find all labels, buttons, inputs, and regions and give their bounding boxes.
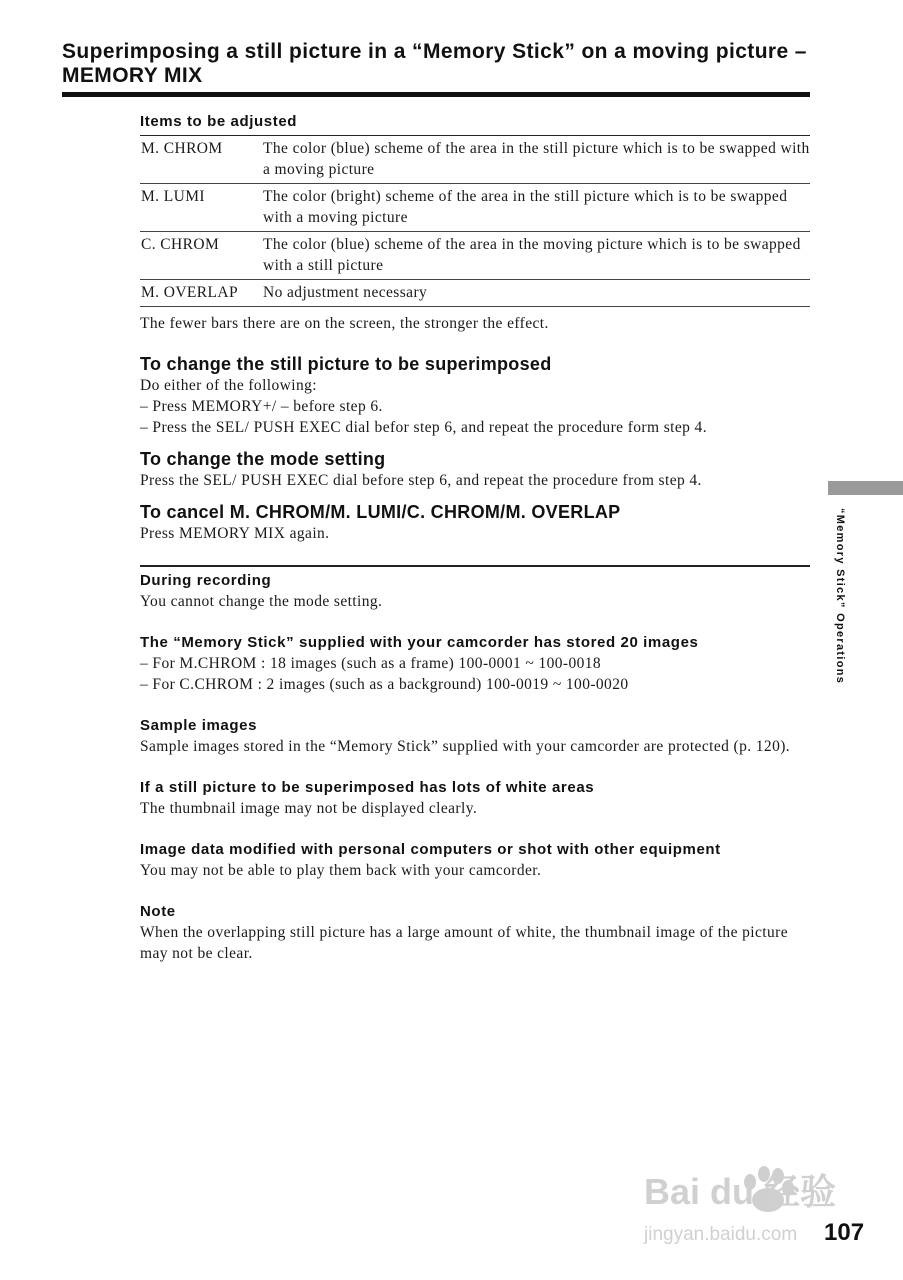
note-text: You cannot change the mode setting. — [140, 592, 383, 610]
change-mode-heading: To change the mode setting — [140, 449, 386, 469]
item-desc: The color (blue) scheme of the area in the still picture which is to be swapped with a moving picture — [263, 140, 810, 178]
table-row — [140, 232, 810, 280]
note-heading: The “Memory Stick” supplied with your camcorder has stored 20 images — [140, 633, 699, 651]
item-desc: No adjustment necessary — [263, 284, 428, 301]
note-text: You may not be able to play them back with your camcorder. — [140, 861, 542, 879]
section-divider — [140, 565, 810, 567]
page-number: 107 — [824, 1219, 865, 1246]
item-key: C. CHROM — [141, 236, 220, 253]
title-rule — [62, 92, 810, 97]
table-row — [140, 184, 810, 232]
items-heading: Items to be adjusted — [140, 113, 298, 130]
note-text: – For C.CHROM : 2 images (such as a background) 100-0019 ~ 100-0020 — [140, 675, 629, 693]
cancel-text: Press MEMORY MIX again. — [140, 525, 330, 542]
section-tab-bar — [828, 481, 903, 495]
effect-note: The fewer bars there are on the screen, the stronger the effect. — [140, 315, 549, 332]
note-text: The thumbnail image may not be displayed clearly. — [140, 799, 478, 817]
item-desc: The color (blue) scheme of the area in the moving picture which is to be swapped with a still picture — [263, 236, 801, 274]
watermark-url: jingyan.baidu.com — [644, 1224, 798, 1245]
note-heading: Sample images — [140, 716, 258, 734]
main-content — [140, 112, 810, 964]
item-key: M. OVERLAP — [141, 284, 239, 301]
cancel-heading: To cancel M. CHROM/M. LUMI/C. CHROM/M. OVERLAP — [140, 502, 621, 522]
note-heading: Note — [140, 902, 176, 920]
item-key: M. LUMI — [141, 188, 205, 205]
note-heading: If a still picture to be superimposed has lots of white areas — [140, 778, 595, 796]
list-item: – Press the SEL/ PUSH EXEC dial befor step 6, and repeat the procedure form step 4. — [140, 419, 707, 436]
change-still-intro: Do either of the following: — [140, 377, 317, 394]
table-row — [140, 136, 810, 184]
note-text: Sample images stored in the “Memory Stick” supplied with your camcorder are protected (p. 120). — [140, 737, 791, 755]
item-key: M. CHROM — [141, 140, 223, 157]
note-text: – For M.CHROM : 18 images (such as a frame) 100-0001 ~ 100-0018 — [140, 654, 602, 672]
item-desc: The color (bright) scheme of the area in the still picture which is to be swapped with a moving picture — [263, 188, 788, 226]
table-row — [140, 280, 810, 307]
baidu-logo-text: Bai du 经验 — [644, 1171, 837, 1212]
note-heading: During recording — [140, 571, 272, 589]
items-table — [140, 135, 810, 307]
change-mode-text: Press the SEL/ PUSH EXEC dial before step 6, and repeat the procedure from step 4. — [140, 472, 702, 489]
note-text: When the overlapping still picture has a large amount of white, the thumbnail image of the picture may not be clear. — [140, 923, 788, 962]
section-tab-label: “Memory Stick” Operations — [834, 508, 846, 685]
change-still-heading: To change the still picture to be superimposed — [140, 354, 552, 374]
list-item: – Press MEMORY+/ – before step 6. — [140, 398, 383, 415]
note-heading: Image data modified with personal computers or shot with other equipment — [140, 840, 721, 858]
page-title: Superimposing a still picture in a “Memory Stick” on a moving picture – MEMORY MIX — [62, 40, 807, 87]
